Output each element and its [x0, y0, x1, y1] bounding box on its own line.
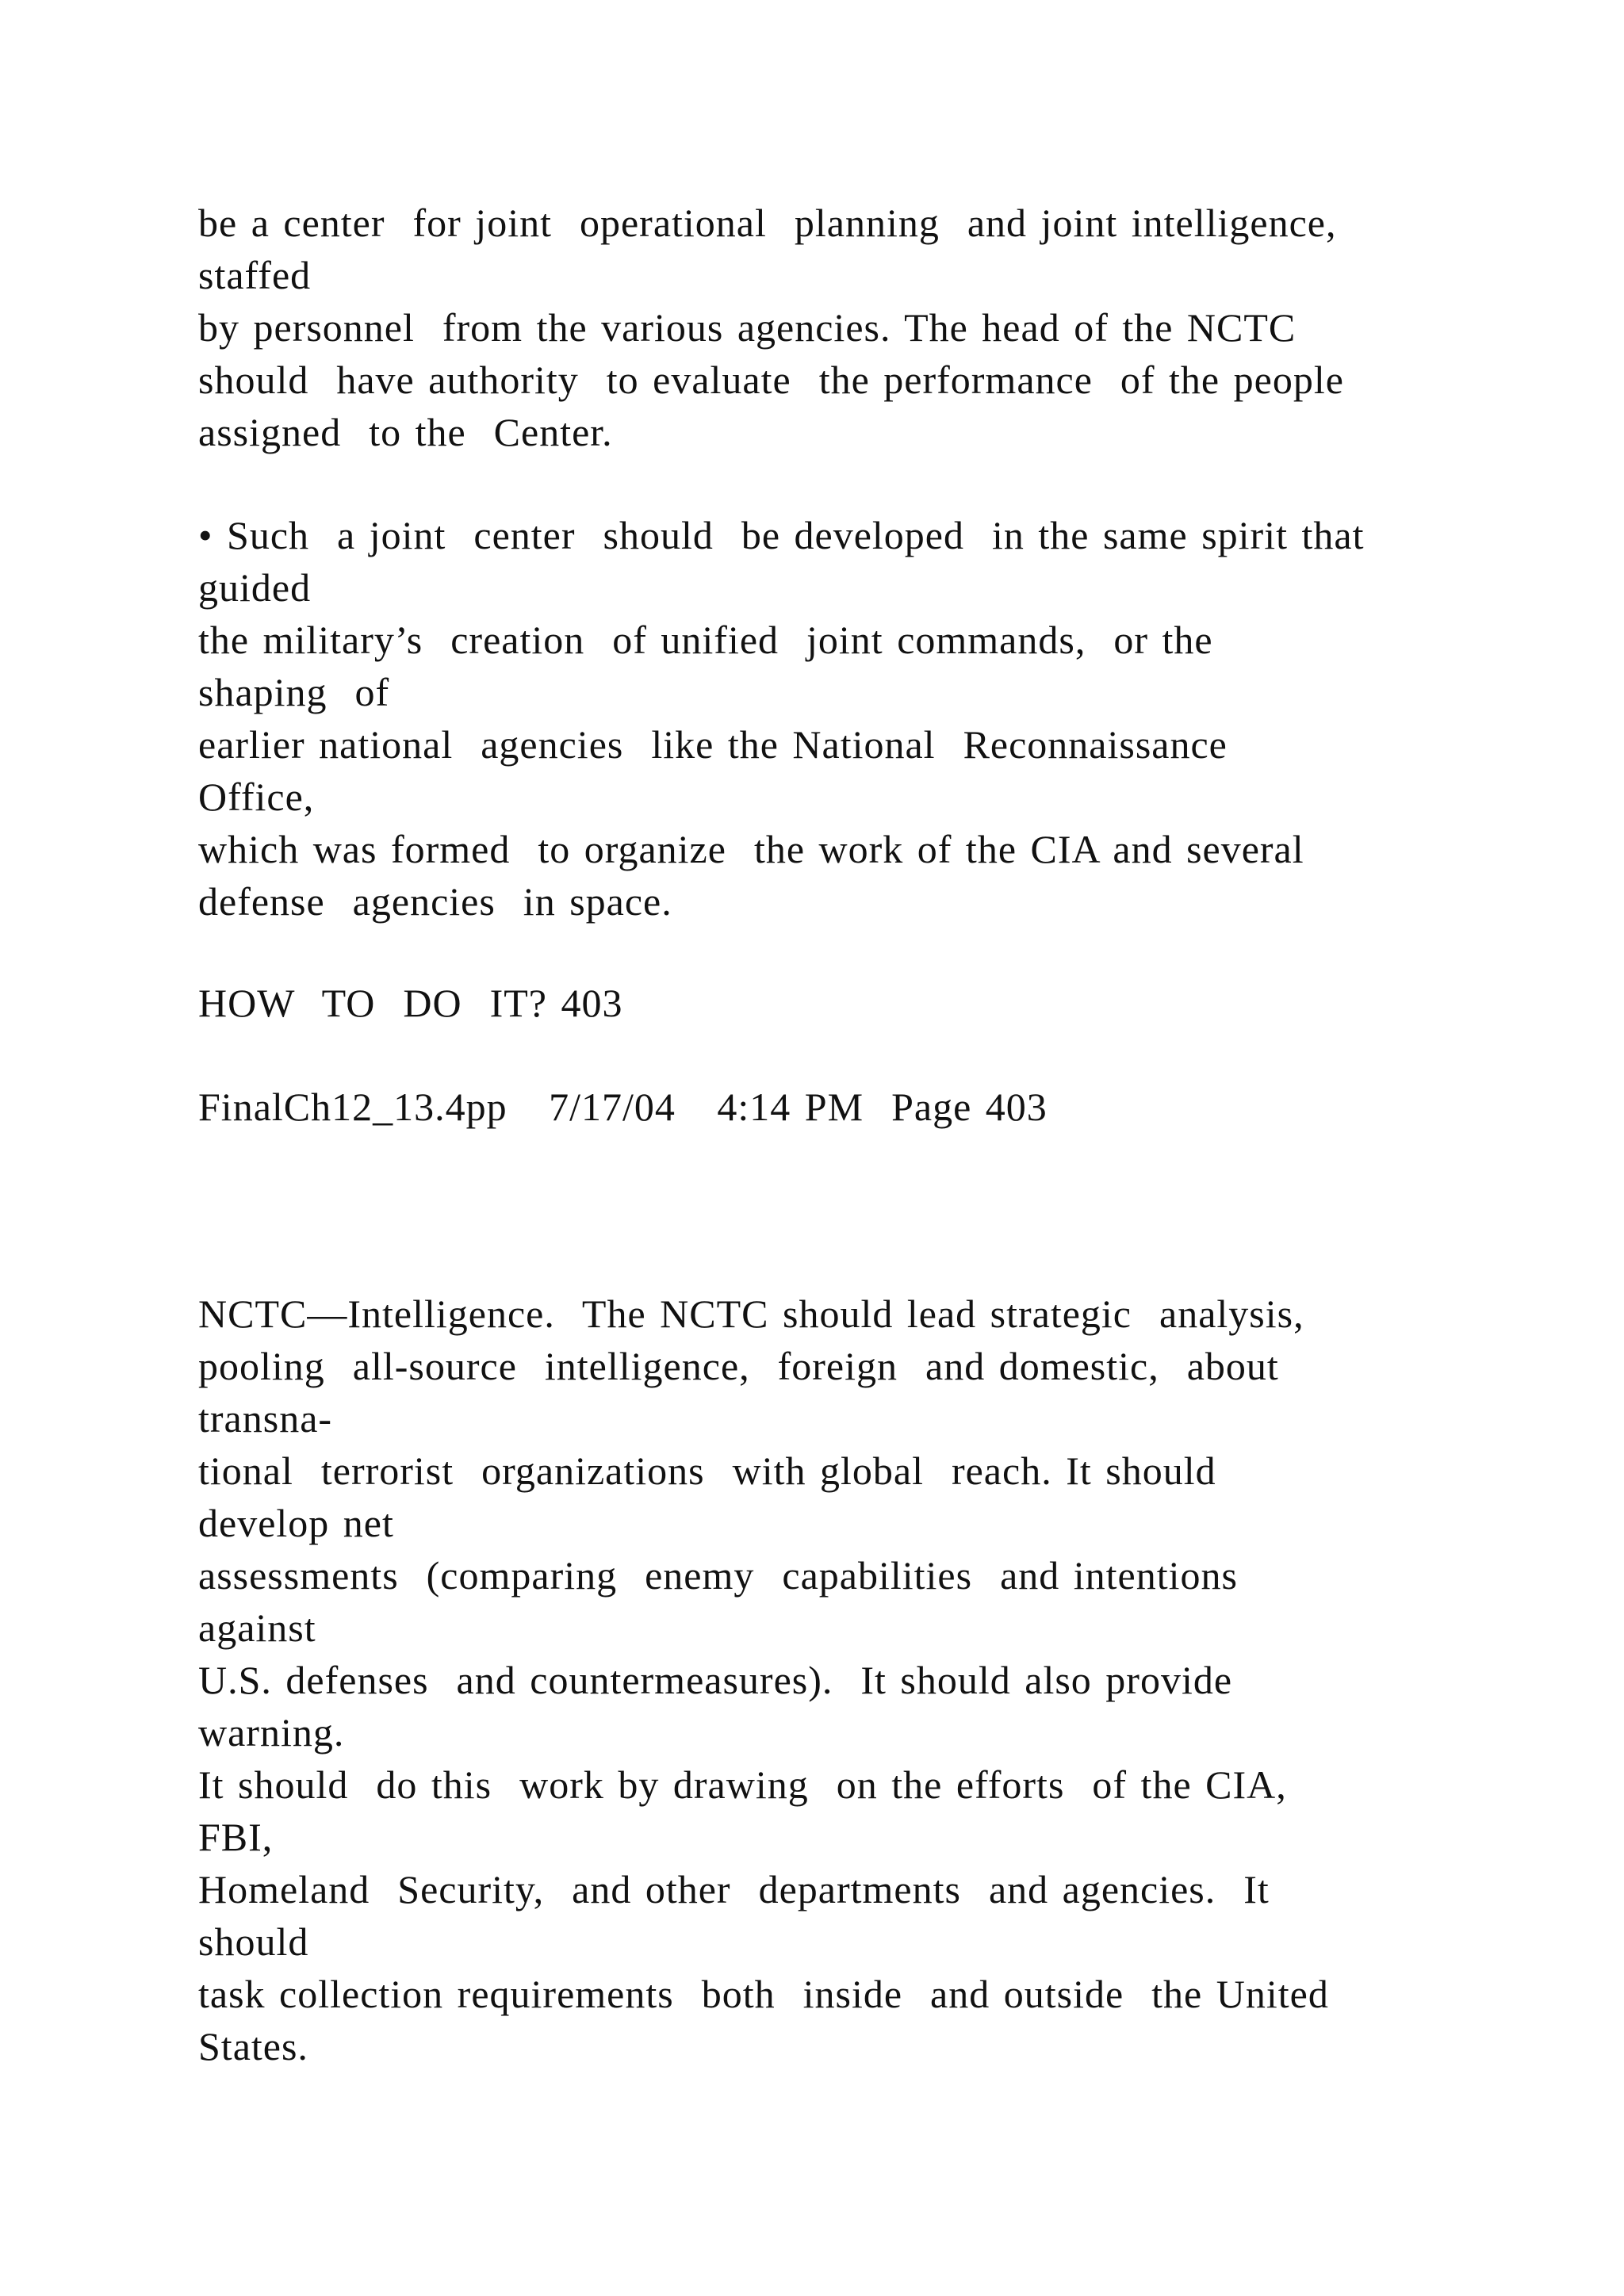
print-slug [198, 1081, 1467, 1133]
text-line: NCTC—Intelligence. The NCTC should lead strategic analysis, [198, 1292, 1304, 1336]
text-line: Office, [198, 775, 315, 819]
text-line: U.S. defenses and countermeasures). It should also provide [198, 1658, 1233, 1702]
slug-line: FinalCh12_13.4pp 7/17/04 4:14 PM Page 403 [198, 1085, 1048, 1129]
text-line: by personnel from the various agencies. The head of the NCTC [198, 305, 1297, 350]
text-line: the military’s creation of unified joint commands, or the [198, 618, 1213, 662]
text-line: be a center for joint operational planning and joint intelligence, [198, 201, 1337, 245]
text-line: develop net [198, 1501, 394, 1545]
text-line: It should do this work by drawing on the efforts of the CIA, [198, 1762, 1287, 1807]
text-line: tional terrorist organizations with global reach. It should [198, 1448, 1216, 1493]
text-line: • Such a joint center should be developed in the same spirit that [198, 513, 1365, 557]
text-line: staffed [198, 253, 312, 297]
text-line: FBI, [198, 1815, 274, 1859]
text-line: Homeland Security, and other departments and agencies. It [198, 1867, 1270, 1911]
text-line: guided [198, 565, 312, 610]
text-line: shaping of [198, 670, 390, 714]
text-line: defense agencies in space. [198, 879, 672, 924]
footer-line: HOW TO DO IT? 403 [198, 981, 623, 1025]
text-line: which was formed to organize the work of the CIA and several [198, 827, 1304, 871]
paragraph-joint-center [198, 197, 1467, 458]
bullet-paragraph-spirit [198, 509, 1467, 928]
text-line: pooling all-source intelligence, foreign and domestic, about [198, 1344, 1279, 1388]
text-line: warning. [198, 1710, 345, 1755]
text-line: against [198, 1605, 316, 1650]
text-line: transna- [198, 1396, 333, 1441]
text-line: assigned to the Center. [198, 410, 613, 454]
running-footer [198, 977, 1467, 1029]
text-line: States. [198, 2024, 308, 2068]
text-line: assessments (comparing enemy capabilities and intentions [198, 1553, 1238, 1598]
paragraph-nctc-intelligence [198, 1288, 1467, 2072]
text-line: should [198, 1919, 309, 1964]
text-line: earlier national agencies like the National Reconnaissance [198, 722, 1228, 767]
text-line: should have authority to evaluate the performance of the people [198, 358, 1344, 402]
text-line: task collection requirements both inside and outside the United [198, 1972, 1329, 2016]
